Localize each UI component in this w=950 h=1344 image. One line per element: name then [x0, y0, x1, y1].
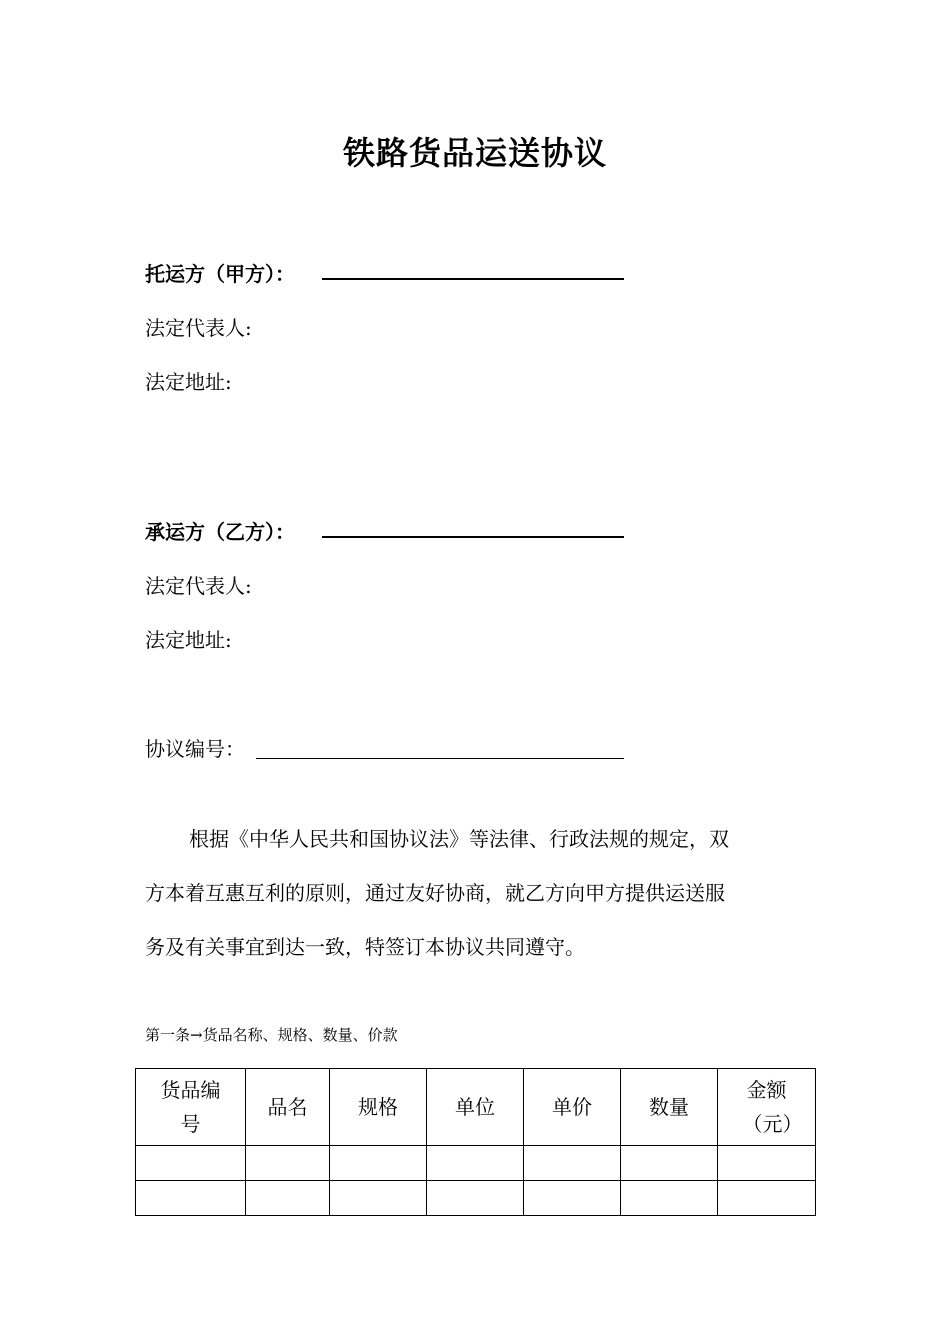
table-cell[interactable] [330, 1181, 427, 1216]
party-b-representative-label: 法定代表人: [145, 574, 252, 598]
agreement-number-label: 协议编号： [145, 737, 245, 761]
party-b-address-label: 法定地址: [145, 628, 232, 652]
table-cell[interactable] [524, 1146, 621, 1181]
party-a-representative-label: 法定代表人: [145, 316, 252, 340]
preamble-line-1: 根据《中华人民共和国协议法》等法律、行政法规的规定，双 [189, 827, 729, 851]
table-cell[interactable] [718, 1181, 816, 1216]
table-cell[interactable] [246, 1146, 330, 1181]
table-cell[interactable] [330, 1146, 427, 1181]
party-a-address-label: 法定地址: [145, 370, 232, 394]
document-title: 铁路货品运送协议 [342, 134, 607, 172]
table-cell[interactable] [621, 1146, 718, 1181]
header-goods-number: 货品编号 [136, 1069, 246, 1146]
table-cell[interactable] [524, 1181, 621, 1216]
party-b-name-line[interactable] [322, 536, 624, 538]
party-b-label: 承运方（乙方）： [145, 520, 295, 544]
table-cell[interactable] [718, 1146, 816, 1181]
table-cell[interactable] [136, 1181, 246, 1216]
table-cell[interactable] [427, 1146, 524, 1181]
agreement-number-line[interactable] [256, 758, 624, 759]
table-row [136, 1146, 816, 1181]
table-cell[interactable] [136, 1146, 246, 1181]
preamble-line-3: 务及有关事宜到达一致，特签订本协议共同遵守。 [145, 935, 585, 959]
goods-table [135, 1068, 816, 1216]
goods-table-header-row [136, 1069, 816, 1146]
party-a-name-line[interactable] [322, 278, 624, 280]
party-a-label: 托运方（甲方）： [145, 262, 295, 286]
header-unit-price: 单价 [524, 1069, 621, 1146]
table-cell[interactable] [246, 1181, 330, 1216]
header-unit: 单位 [427, 1069, 524, 1146]
preamble-line-2: 方本着互惠互利的原则，通过友好协商，就乙方向甲方提供运送服 [145, 881, 725, 905]
table-row [136, 1181, 816, 1216]
table-cell[interactable] [621, 1181, 718, 1216]
header-product-name: 品名 [246, 1069, 330, 1146]
header-specification: 规格 [330, 1069, 427, 1146]
header-amount: 金额（元） [718, 1069, 816, 1146]
article-1-heading: 第一条→货品名称、规格、数量、价款 [145, 1026, 398, 1044]
table-cell[interactable] [427, 1181, 524, 1216]
preamble-paragraph [145, 812, 807, 974]
header-quantity: 数量 [621, 1069, 718, 1146]
